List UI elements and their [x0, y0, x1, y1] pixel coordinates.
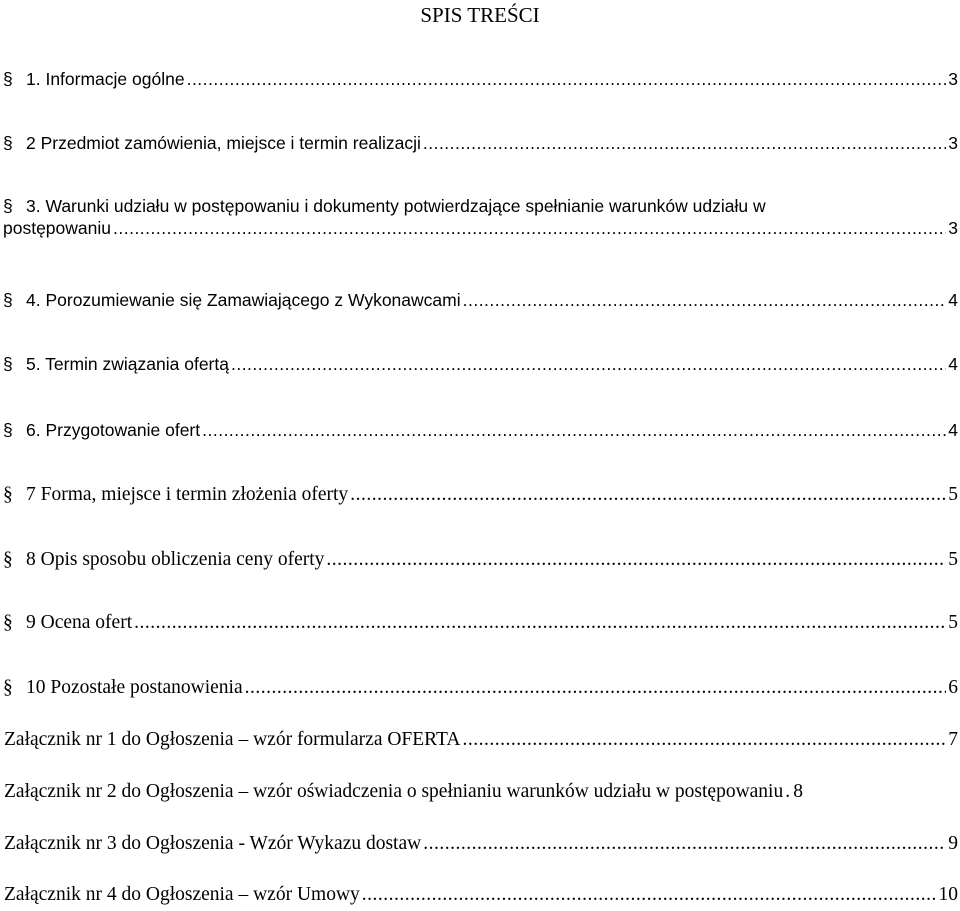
- dot-leader: [113, 212, 946, 244]
- section-icon: §: [3, 354, 13, 374]
- toc-entry-page: 10: [938, 884, 958, 905]
- toc-entry[interactable]: [0, 479, 960, 511]
- toc-entry-page: 4: [948, 354, 958, 374]
- toc-entry-page: 6: [948, 677, 958, 698]
- toc-entry-attachment[interactable]: [0, 828, 960, 860]
- toc-entry-attachment[interactable]: [0, 724, 960, 756]
- toc-entry-label: Załącznik nr 2 do Ogłoszenia – wzór oświadczenia o spełnianiu warunków udziału w postępowaniu: [4, 781, 784, 802]
- dot-leader: [202, 414, 946, 446]
- toc-entry-attachment[interactable]: [0, 776, 960, 808]
- dot-leader: [350, 479, 946, 511]
- dot-leader: [423, 127, 946, 159]
- section-icon: §: [3, 612, 13, 633]
- dot-leader: [187, 63, 947, 95]
- toc-entry-page: 5: [948, 549, 958, 570]
- toc-entry-label-line2: postępowaniu: [3, 218, 111, 238]
- toc-entry[interactable]: [0, 63, 960, 95]
- dot-leader: [134, 607, 946, 639]
- toc-entry-label: Załącznik nr 3 do Ogłoszenia - Wzór Wykazu dostaw: [4, 833, 422, 854]
- toc-entry-label: 2 Przedmiot zamówienia, miejsce i termin realizacji: [26, 133, 421, 153]
- dot-leader: [785, 776, 791, 808]
- toc-entry-label: 9 Ocena ofert: [26, 612, 133, 633]
- dot-leader: [463, 284, 947, 316]
- toc-entry[interactable]: [0, 348, 960, 380]
- toc-entry[interactable]: [0, 284, 960, 316]
- toc-entry[interactable]: [0, 672, 960, 704]
- section-icon: §: [3, 420, 13, 440]
- section-icon: §: [3, 677, 13, 698]
- section-icon: §: [3, 69, 13, 89]
- toc-entry-attachment[interactable]: [0, 879, 960, 911]
- toc-entry-page: 5: [948, 484, 958, 505]
- dot-leader: [462, 724, 946, 756]
- section-icon: §: [3, 549, 13, 570]
- toc-entry-page: 9: [948, 833, 958, 854]
- section-icon: §: [3, 133, 13, 153]
- toc-entry-page: 3: [948, 69, 958, 89]
- toc-entry-page: 8: [793, 781, 803, 802]
- section-icon: §: [3, 196, 13, 216]
- toc-entry[interactable]: [0, 190, 960, 244]
- toc-entry[interactable]: [0, 607, 960, 639]
- section-icon: §: [3, 290, 13, 310]
- toc-entry-label: 7 Forma, miejsce i termin złożenia oferty: [26, 484, 349, 505]
- dot-leader: [326, 544, 946, 576]
- section-icon: §: [3, 484, 13, 505]
- toc-entry[interactable]: [0, 544, 960, 576]
- toc-entry-page: 4: [948, 420, 958, 440]
- toc-entry[interactable]: [0, 414, 960, 446]
- toc-entry-page: 7: [948, 729, 958, 750]
- page-title: SPIS TREŚCI: [420, 3, 540, 27]
- toc-entry-page: 3: [948, 133, 958, 153]
- toc-entry-label-line1: 3. Warunki udziału w postępowaniu i dokumenty potwierdzające spełnianie warunków udziału w: [26, 196, 766, 216]
- toc-entry-label: 8 Opis sposobu obliczenia ceny oferty: [26, 549, 325, 570]
- toc-entry-label: 5. Termin związania ofertą: [26, 354, 229, 374]
- dot-leader: [362, 879, 937, 911]
- toc-entry-label: 10 Pozostałe postanowienia: [26, 677, 243, 698]
- toc-entry-label: 4. Porozumiewanie się Zamawiającego z Wykonawcami: [26, 290, 461, 310]
- dot-leader: [231, 348, 946, 380]
- toc-entry-label: 1. Informacje ogólne: [26, 69, 185, 89]
- toc-entry-label: 6. Przygotowanie ofert: [26, 420, 201, 440]
- toc-entry-label: Załącznik nr 1 do Ogłoszenia – wzór formularza OFERTA: [4, 729, 461, 750]
- toc-entry-label: Załącznik nr 4 do Ogłoszenia – wzór Umowy: [4, 884, 360, 905]
- dot-leader: [245, 672, 947, 704]
- dot-leader: [423, 828, 946, 860]
- toc-entry-page: 5: [948, 612, 958, 633]
- toc-entry-page: 4: [948, 290, 958, 310]
- toc-entry-page: 3: [948, 218, 958, 238]
- toc-entry[interactable]: [0, 127, 960, 159]
